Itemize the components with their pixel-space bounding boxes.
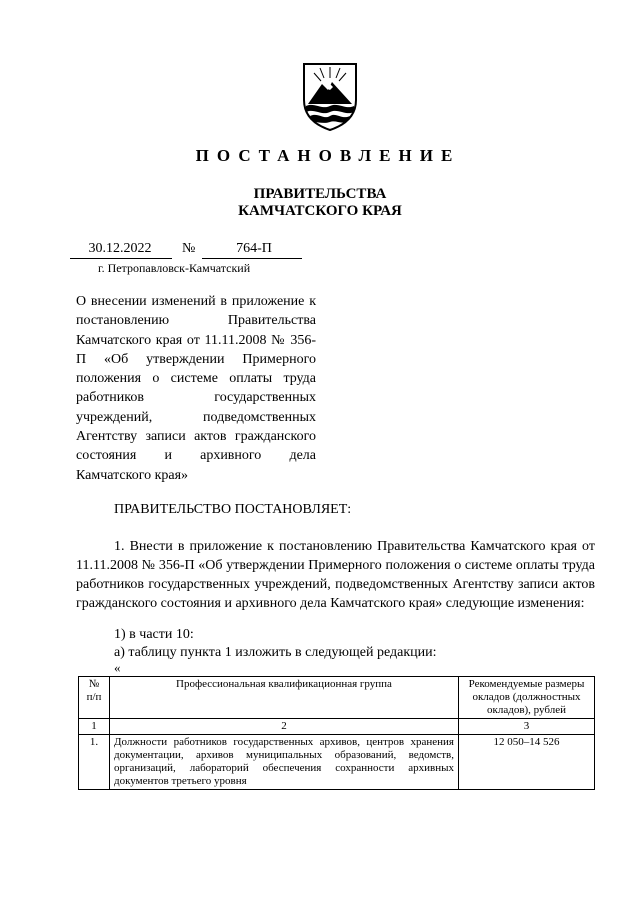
paragraph-1: 1. Внести в приложение к постановлению Правительства Камчатского края от 11.11.2008 № 356-П «Об утверждении Примерного положения о системе оплаты труда работников государственных учреждений, подведомственных Агентству записи актов гражданского состояния и архивного дела Камчатского края» следующие изменения:: [76, 539, 595, 611]
header-cell-number: № п/п: [79, 677, 110, 719]
subitem-1: 1) в части 10:: [114, 627, 194, 642]
table-index-row: [79, 719, 595, 735]
index-cell-1: 1: [79, 719, 110, 735]
row-salary-range: 12 050–14 526: [459, 735, 595, 790]
document-number: 764-П: [236, 241, 272, 256]
salary-table: [78, 676, 595, 790]
coat-of-arms-emblem: [300, 60, 360, 132]
decree-heading: ПРАВИТЕЛЬСТВО ПОСТАНОВЛЯЕТ:: [114, 502, 352, 517]
issuer-line-2: КАМЧАТСКОГО КРАЯ: [238, 203, 402, 219]
number-sign: №: [182, 241, 196, 256]
row-qualification-group: Должности работников государственных архивов, центров хранения документации, архивов муниципальных образований, ведомств, организаций, лабораторий обеспечения сохранности архивных документов третьего уровня: [110, 735, 459, 790]
date-underline: [70, 258, 172, 259]
table-header-row: [79, 677, 595, 719]
index-cell-3: 3: [459, 719, 595, 735]
header-cell-salary: Рекомендуемые размеры окладов (должностных окладов), рублей: [459, 677, 595, 719]
row-number: 1.: [79, 735, 110, 790]
issue-city: г. Петропавловск-Камчатский: [98, 261, 251, 275]
number-underline: [202, 258, 302, 259]
document-date: 30.12.2022: [88, 241, 152, 256]
subitem-a: а) таблицу пункта 1 изложить в следующей редакции:: [114, 645, 437, 660]
document-subject: О внесении изменений в приложение к постановлению Правительства Камчатского края от 11.11.2008 № 356-П «Об утверждении Примерного положения о системе оплаты труда работников государственных учреждений, подведомственных Агентству записи актов гражданского состояния и архивного дела Камчатского края»: [76, 294, 316, 483]
index-cell-2: 2: [110, 719, 459, 735]
issuer-line-1: ПРАВИТЕЛЬСТВА: [253, 186, 387, 202]
table-row: [79, 735, 595, 790]
header-cell-group: Профессиональная квалификационная группа: [110, 677, 459, 719]
opening-quote: «: [114, 660, 121, 675]
document-type-title: ПОСТАНОВЛЕНИЕ: [195, 146, 461, 165]
